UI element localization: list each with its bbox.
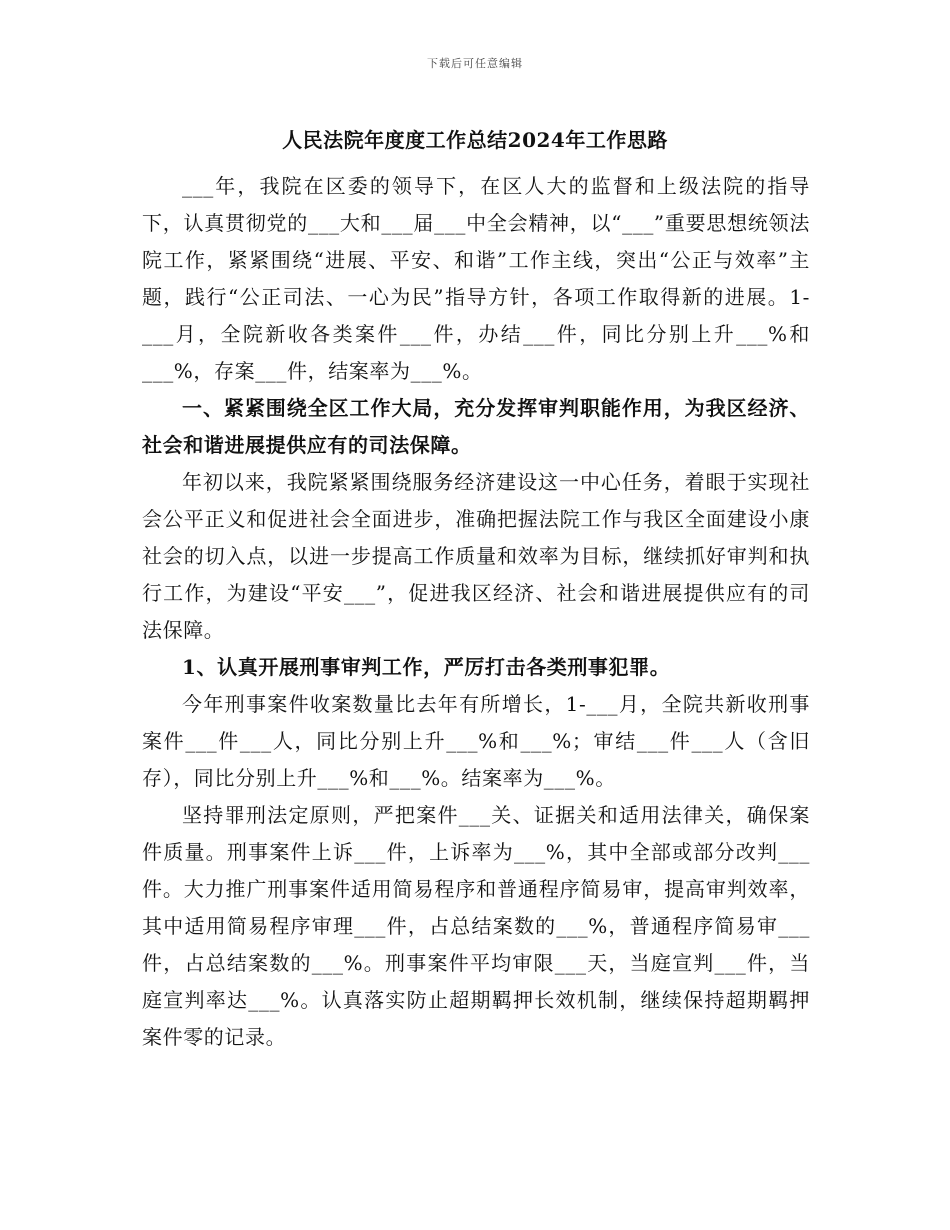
document-body <box>142 168 810 1056</box>
document-title: 人民法院年度度工作总结2024年工作思路 <box>282 128 668 152</box>
header-note: 下载后可任意编辑 <box>427 57 523 70</box>
paragraph-section-1: 年初以来，我院紧紧围绕服务经济建设这一中心任务，着眼于实现社会公平正义和促进社会全面进步，准确把握法院工作与我区全面建设小康社会的切入点，以进一步提高工作质量和效率为目标，继续抓好审判和执行工作，为建设“平安___”，促进我区经济、社会和谐进展提供应有的司法保障。 <box>142 470 810 642</box>
paragraph-criminal-quality: 坚持罪刑法定原则，严把案件___关、证据关和适用法律关，确保案件质量。刑事案件上诉___件，上诉率为___%，其中全部或部分改判___件。大力推广刑事案件适用简易程序和普通程序简易审，提高审判效率，其中适用简易程序审理___件，占总结案数的___%，普通程序简易审___件，占总结案数的___%。刑事案件平均审限___天，当庭宣判___件，当庭宣判率达___%。认真落实防止超期羁押长效机制，继续保持超期羁押案件零的记录。 <box>142 803 810 1049</box>
paragraph-criminal-stats: 今年刑事案件收案数量比去年有所增长，1-___月，全院共新收刑事案件___件___人，同比分别上升___%和___%；审结___件___人（含旧存），同比分别上升___%和___%。结案率为___%。 <box>142 692 810 790</box>
section-heading-1: 一、紧紧围绕全区工作大局，充分发挥审判职能作用，为我区经济、社会和谐进展提供应有的司法保障。 <box>142 396 810 457</box>
paragraph-intro: ___年，我院在区委的领导下，在区人大的监督和上级法院的指导下，认真贯彻党的___大和___届___中全会精神，以“___”重要思想统领法院工作，紧紧围绕“进展、平安、和谐”工作主线，突出“公正与效率”主题，践行“公正司法、一心为民”指导方针，各项工作取得新的进展。1-___月，全院新收各类案件___件，办结___件，同比分别上升___%和___%，存案___件，结案率为___%。 <box>142 174 810 383</box>
subsection-heading-1: 1、认真开展刑事审判工作，严厉打击各类刑事犯罪。 <box>182 655 671 679</box>
